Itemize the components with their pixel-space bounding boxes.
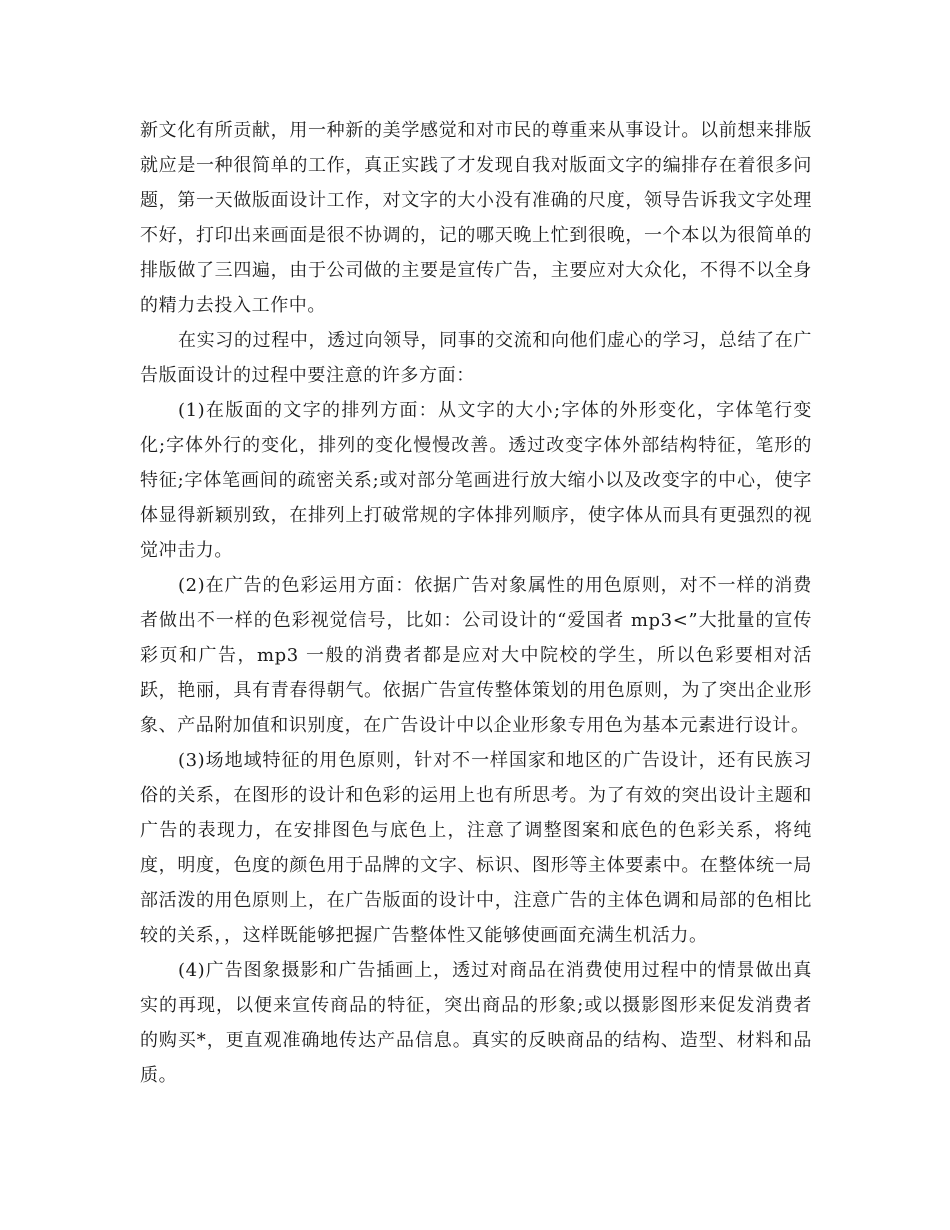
paragraph-intro-continuation: 新文化有所贡献，用一种新的美学感觉和对市民的尊重来从事设计。以前想来排版就应是一种很简单的工作，真正实践了才发现自我对版面文字的编排存在着很多问题，第一天做版面设计工作，对文字的大小没有准确的尺度，领导告诉我文字处理不好，打印出来画面是很不协调的，记的哪天晚上忙到很晚，一个本以为很简单的排版做了三四遍，由于公司做的主要是宣传广告，主要应对大众化，不得不以全身的精力去投入工作中。 — [140, 120, 812, 316]
paragraph-point-3-regional-color: (3)场地域特征的用色原则，针对不一样国家和地区的广告设计，还有民族习俗的关系，在图形的设计和色彩的运用上也有所思考。为了有效的突出设计主题和广告的表现力，在安排图色与底色上，注意了调整图案和底色的色彩关系，将纯度，明度，色度的颜色用于品牌的文字、标识、图形等主体要素中。在整体统一局部活泼的用色原则上，在广告版面的设计中，注意广告的主体色调和局部的色相比较的关系，，这样既能够把握广告整体性又能够使画面充满生机活力。 — [140, 750, 812, 946]
paragraph-summary-lead: 在实习的过程中，透过向领导，同事的交流和向他们虚心的学习，总结了在广告版面设计的过程中要注意的许多方面： — [140, 330, 812, 386]
paragraph-point-1-typography: (1)在版面的文字的排列方面：从文字的大小;字体的外形变化，字体笔行变化;字体外行的变化，排列的变化慢慢改善。透过改变字体外部结构特征，笔形的特征;字体笔画间的疏密关系;或对部分笔画进行放大缩小以及改变字的中心，使字体显得新颖别致，在排列上打破常规的字体排列顺序，使字体从而具有更强烈的视觉冲击力。 — [140, 400, 812, 561]
paragraph-point-4-photography: (4)广告图象摄影和广告插画上，透过对商品在消费使用过程中的情景做出真实的再现，以便来宣传商品的特征，突出商品的形象;或以摄影图形来促发消费者的购买*，更直观准确地传达产品信息。真实的反映商品的结构、造型、材料和品质。 — [140, 960, 812, 1086]
paragraph-point-2-color-usage: (2)在广告的色彩运用方面：依据广告对象属性的用色原则，对不一样的消费者做出不一样的色彩视觉信号，比如：公司设计的“爱国者 mp3<”大批量的宣传彩页和广告，mp3 一般的消费者都是应对大中院校的学生，所以色彩要相对活跃，艳丽，具有青春得朝气。依据广告宣传整体策划的用色原则，为了突出企业形象、产品附加值和识别度，在广告设计中以企业形象专用色为基本元素进行设计。 — [140, 575, 812, 736]
document-body — [140, 113, 812, 1093]
